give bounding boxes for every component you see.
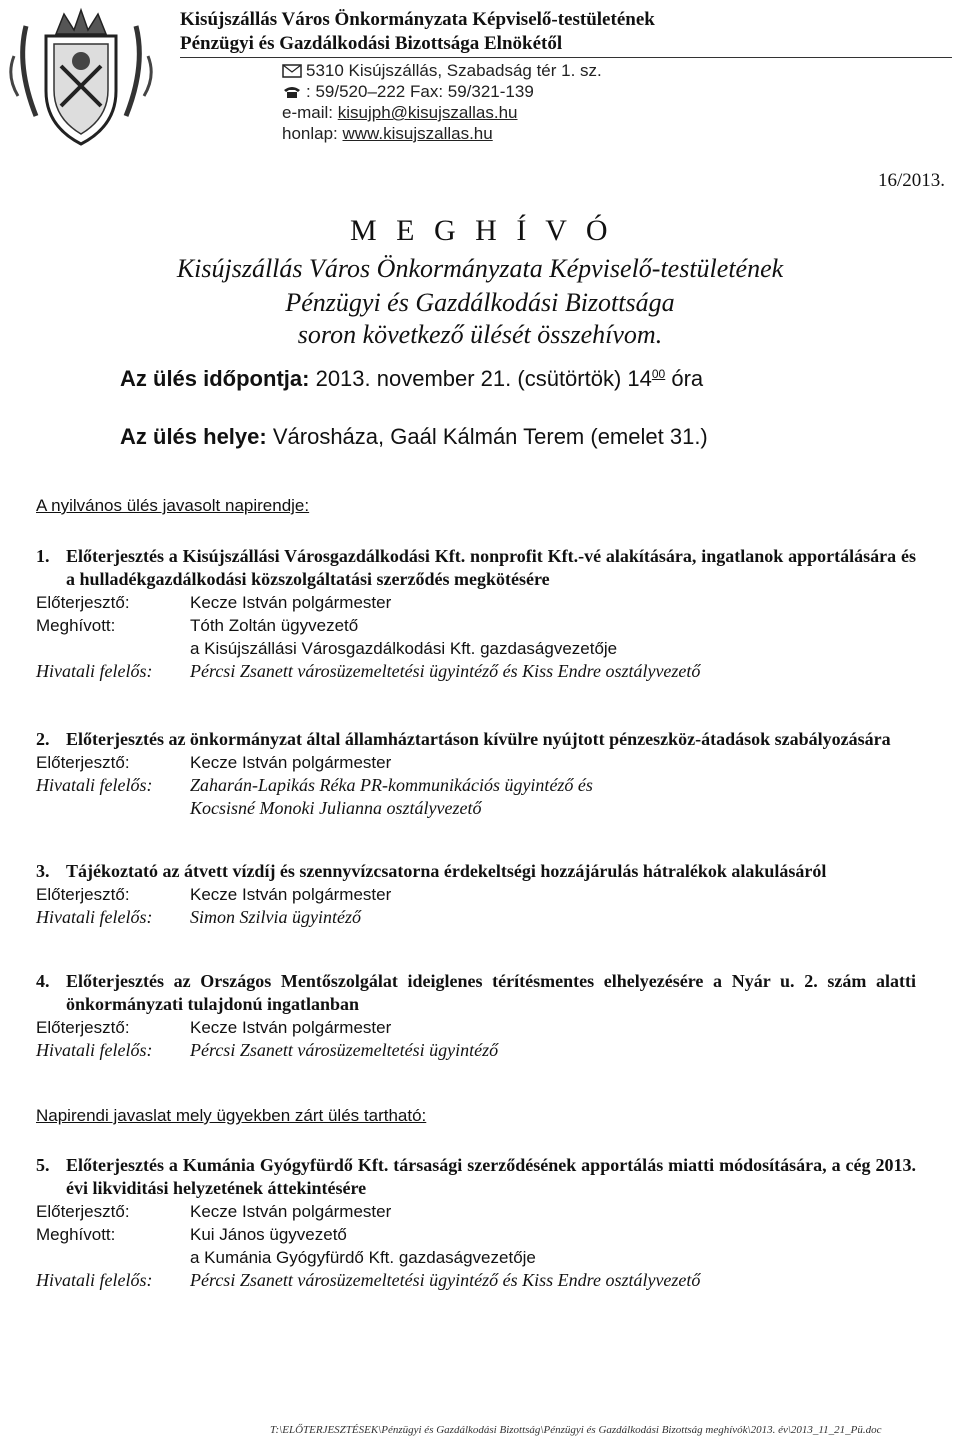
sender-organization xyxy=(180,8,655,56)
item-title: Tájékoztató az átvett vízdíj és szennyvízcsatorna érdekeltségi hozzájárulás hátralékok alakulásáról xyxy=(66,861,827,881)
time-minutes: 00 xyxy=(651,367,666,381)
address-text: 5310 Kisújszállás, Szabadság tér 1. sz. xyxy=(306,61,602,80)
responsible-label: Hivatali felelős: xyxy=(36,1040,153,1060)
document-title: M E G H Í V Ó xyxy=(350,214,614,247)
document-number: 16/2013. xyxy=(878,170,946,191)
row-value: a Kisújszállási Városgazdálkodási Kft. gazdaságvezetője xyxy=(190,639,618,658)
item-title: Előterjesztés az önkormányzat által államháztartáson kívülre nyújtott pénzeszköz-átadások szabályozására xyxy=(66,729,891,749)
item-responsible xyxy=(36,906,916,929)
responsible-value: Zaharán-Lapikás Réka PR-kommunikációs ügyintéző és xyxy=(190,775,593,795)
responsible-value: Simon Szilvia ügyintéző xyxy=(190,907,361,927)
address-row xyxy=(282,60,602,81)
item-number: 4. xyxy=(36,971,50,991)
row-value: a Kumánia Gyógyfürdő Kft. gazdaságvezetője xyxy=(190,1248,536,1267)
agenda-item xyxy=(36,970,916,1062)
responsible-value: Pércsi Zsanett városüzemeltetési ügyintéző xyxy=(190,1040,499,1060)
item-responsible xyxy=(36,660,916,683)
responsible-label: Hivatali felelős: xyxy=(36,907,153,927)
email-row xyxy=(282,102,602,123)
time-label: Az ülés időpontja: xyxy=(120,366,310,391)
item-responsible xyxy=(36,1269,916,1292)
row-value: Kecze István polgármester xyxy=(190,1018,392,1037)
item-number: 3. xyxy=(36,861,50,881)
item-responsible xyxy=(36,1039,916,1062)
agenda-item xyxy=(36,860,916,929)
row-key: Előterjesztő: xyxy=(36,1018,130,1037)
item-number: 2. xyxy=(36,729,50,749)
public-agenda-heading: A nyilvános ülés javasolt napirendje: xyxy=(36,496,310,515)
meeting-place xyxy=(120,424,708,450)
row-value: Kecze István polgármester xyxy=(190,593,392,612)
item-row xyxy=(36,1200,916,1223)
header-divider xyxy=(180,57,952,58)
item-number: 1. xyxy=(36,546,50,566)
phone-row xyxy=(282,81,602,102)
item-row xyxy=(36,614,916,637)
meeting-time xyxy=(120,366,703,392)
file-path-footer: T:\ELŐTERJESZTÉSEK\Pénzügyi és Gazdálkodási Bizottság\Pénzügyi és Gazdálkodási Bizottság meghívók\2013. év\2013_11_21_Pü.doc xyxy=(270,1424,882,1436)
item-responsible-cont xyxy=(36,797,916,820)
responsible-label: Hivatali felelős: xyxy=(36,661,153,681)
agenda-item xyxy=(36,728,916,820)
time-value: 2013. november 21. (csütörtök) 14 xyxy=(315,366,652,391)
time-unit: óra xyxy=(671,366,704,391)
email-link[interactable]: kisujph@kisujszallas.hu xyxy=(337,103,518,122)
item-row xyxy=(36,883,916,906)
item-row xyxy=(36,1223,916,1246)
responsible-label: Hivatali felelős: xyxy=(36,1270,153,1290)
web-label: honlap: xyxy=(282,124,343,143)
intro-line-3: soron következő ülését összehívom. xyxy=(297,320,663,349)
row-key: Előterjesztő: xyxy=(36,885,130,904)
responsible-value: Pércsi Zsanett városüzemeltetési ügyintéző és Kiss Endre osztályvezető xyxy=(190,661,701,681)
item-row xyxy=(36,1016,916,1039)
org-line-1: Kisújszállás Város Önkormányzata Képviselő-testületének xyxy=(180,9,655,30)
row-value: Kecze István polgármester xyxy=(190,753,392,772)
intro-line-1: Kisújszállás Város Önkormányzata Képviselő-testületének xyxy=(176,254,784,283)
row-key xyxy=(36,637,190,660)
web-link[interactable]: www.kisujszallas.hu xyxy=(342,124,493,143)
agenda-item xyxy=(36,1154,916,1292)
row-key: Előterjesztő: xyxy=(36,1202,130,1221)
item-row xyxy=(36,637,916,660)
email-label: e-mail: xyxy=(282,103,338,122)
coat-of-arms-icon xyxy=(6,6,156,148)
responsible-label: Hivatali felelős: xyxy=(36,775,153,795)
agenda-item xyxy=(36,545,916,683)
item-title: Előterjesztés a Kumánia Gyógyfürdő Kft. társasági szerződésének apportálás miatti módosítására, a cég 2013. évi likviditási helyzetének áttekintésére xyxy=(66,1155,916,1198)
row-key xyxy=(36,1246,190,1269)
responsible-value: Kocsisné Monoki Julianna osztályvezető xyxy=(190,798,482,818)
responsible-value: Pércsi Zsanett városüzemeltetési ügyintéző és Kiss Endre osztályvezető xyxy=(190,1270,701,1290)
row-key: Meghívott: xyxy=(36,616,116,635)
org-line-2: Pénzügyi és Gazdálkodási Bizottsága Elnökétől xyxy=(180,33,563,54)
web-row xyxy=(282,123,602,144)
row-value: Kui János ügyvezető xyxy=(190,1225,347,1244)
row-key: Előterjesztő: xyxy=(36,753,130,772)
item-row xyxy=(36,751,916,774)
row-key: Meghívott: xyxy=(36,1225,116,1244)
closed-session-heading: Napirendi javaslat mely ügyekben zárt ülés tartható: xyxy=(36,1106,427,1125)
place-label: Az ülés helye: xyxy=(120,424,267,449)
item-responsible xyxy=(36,774,916,797)
item-title: Előterjesztés az Országos Mentőszolgálat ideiglenes térítésmentes elhelyezésére a Nyár u. 2. szám alatti önkormányzati tulajdonú ingatlanban xyxy=(66,971,916,1014)
row-value: Kecze István polgármester xyxy=(190,1202,392,1221)
phone-text: : 59/520–222 Fax: 59/321-139 xyxy=(306,82,534,101)
phone-icon xyxy=(282,85,302,99)
place-value: Városháza, Gaál Kálmán Terem (emelet 31.) xyxy=(272,424,708,449)
item-row xyxy=(36,1246,916,1269)
row-value: Tóth Zoltán ügyvezető xyxy=(190,616,359,635)
mail-icon xyxy=(282,64,302,78)
row-key: Előterjesztő: xyxy=(36,593,130,612)
item-number: 5. xyxy=(36,1155,50,1175)
item-row xyxy=(36,591,916,614)
row-value: Kecze István polgármester xyxy=(190,885,392,904)
intro-line-2: Pénzügyi és Gazdálkodási Bizottsága xyxy=(285,288,675,317)
contact-block xyxy=(282,60,602,144)
item-title: Előterjesztés a Kisújszállási Városgazdálkodási Kft. nonprofit Kft.-vé alakítására, ingatlanok apportálására és a hulladékgazdálkodási közszolgáltatási szerződés megkötésére xyxy=(66,546,916,589)
